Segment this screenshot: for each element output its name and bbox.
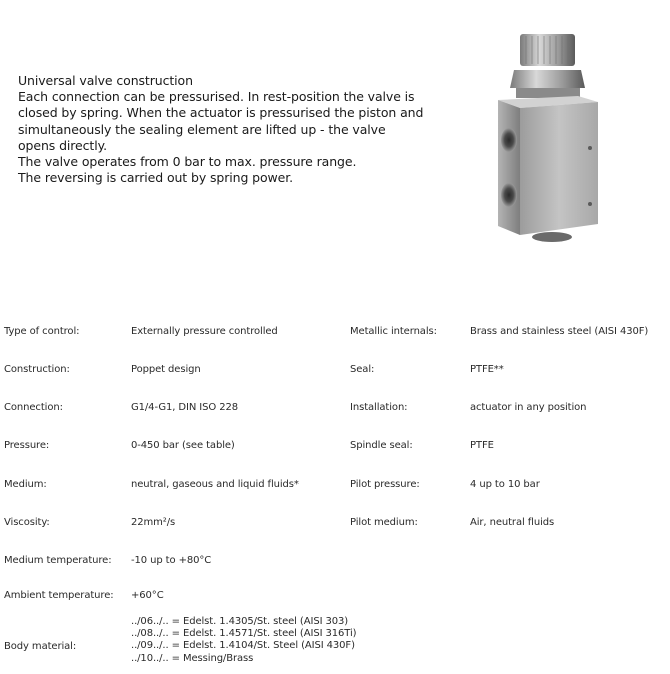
body-material-values bbox=[131, 616, 356, 665]
spec-label: Installation: bbox=[350, 402, 408, 413]
spec-value: Poppet design bbox=[131, 364, 201, 375]
spec-label: Connection: bbox=[4, 402, 63, 413]
spec-label: Ambient temperature: bbox=[4, 590, 114, 601]
spec-label: Pressure: bbox=[4, 440, 50, 451]
spec-label: Medium temperature: bbox=[4, 555, 112, 566]
spec-label: Pilot pressure: bbox=[350, 479, 420, 490]
spec-value: 4 up to 10 bar bbox=[470, 479, 540, 490]
spec-label: Metallic internals: bbox=[350, 326, 437, 337]
spec-value: Externally pressure controlled bbox=[131, 326, 278, 337]
spec-label: Seal: bbox=[350, 364, 375, 375]
spec-value: 0-450 bar (see table) bbox=[131, 440, 235, 451]
spec-label: Construction: bbox=[4, 364, 70, 375]
body-material-line: ../08../.. = Edelst. 1.4571/St. steel (AISI 316Ti) bbox=[131, 628, 357, 640]
intro-line: simultaneously the sealing element are lifted up - the valve bbox=[18, 121, 386, 137]
intro-line: The reversing is carried out by spring power. bbox=[18, 170, 294, 186]
body-material-label: Body material: bbox=[4, 641, 77, 652]
intro-line: Each connection can be pressurised. In rest-position the valve is bbox=[18, 89, 415, 105]
body-material-line: ../09../.. = Edelst. 1.4104/St. Steel (AISI 430F) bbox=[131, 640, 355, 652]
spec-value: neutral, gaseous and liquid fluids* bbox=[131, 479, 299, 490]
spec-label: Type of control: bbox=[4, 326, 80, 337]
spec-value: G1/4-G1, DIN ISO 228 bbox=[131, 402, 239, 413]
intro-line: opens directly. bbox=[18, 137, 107, 153]
spec-value: Air, neutral fluids bbox=[470, 517, 555, 528]
body-material-line: ../06../.. = Edelst. 1.4305/St. steel (AISI 303) bbox=[131, 616, 349, 627]
body-material-line: ../10../.. = Messing/Brass bbox=[131, 652, 254, 664]
intro-line: The valve operates from 0 bar to max. pressure range. bbox=[18, 154, 357, 170]
spec-value: actuator in any position bbox=[470, 402, 587, 413]
spec-label: Spindle seal: bbox=[350, 440, 413, 451]
intro-line: Universal valve construction bbox=[18, 73, 193, 88]
spec-value: Brass and stainless steel (AISI 430F) bbox=[470, 326, 649, 337]
spec-value: +60°C bbox=[131, 590, 164, 601]
spec-value: PTFE** bbox=[470, 364, 504, 375]
spec-value: PTFE bbox=[470, 440, 494, 451]
spec-label: Medium: bbox=[4, 479, 47, 490]
spec-label: Viscosity: bbox=[4, 517, 50, 528]
spec-label: Pilot medium: bbox=[350, 517, 418, 528]
spec-value: 22mm²/s bbox=[131, 517, 176, 528]
spec-value: -10 up to +80°C bbox=[131, 555, 212, 566]
intro-line: closed by spring. When the actuator is pressurised the piston and bbox=[18, 105, 424, 121]
